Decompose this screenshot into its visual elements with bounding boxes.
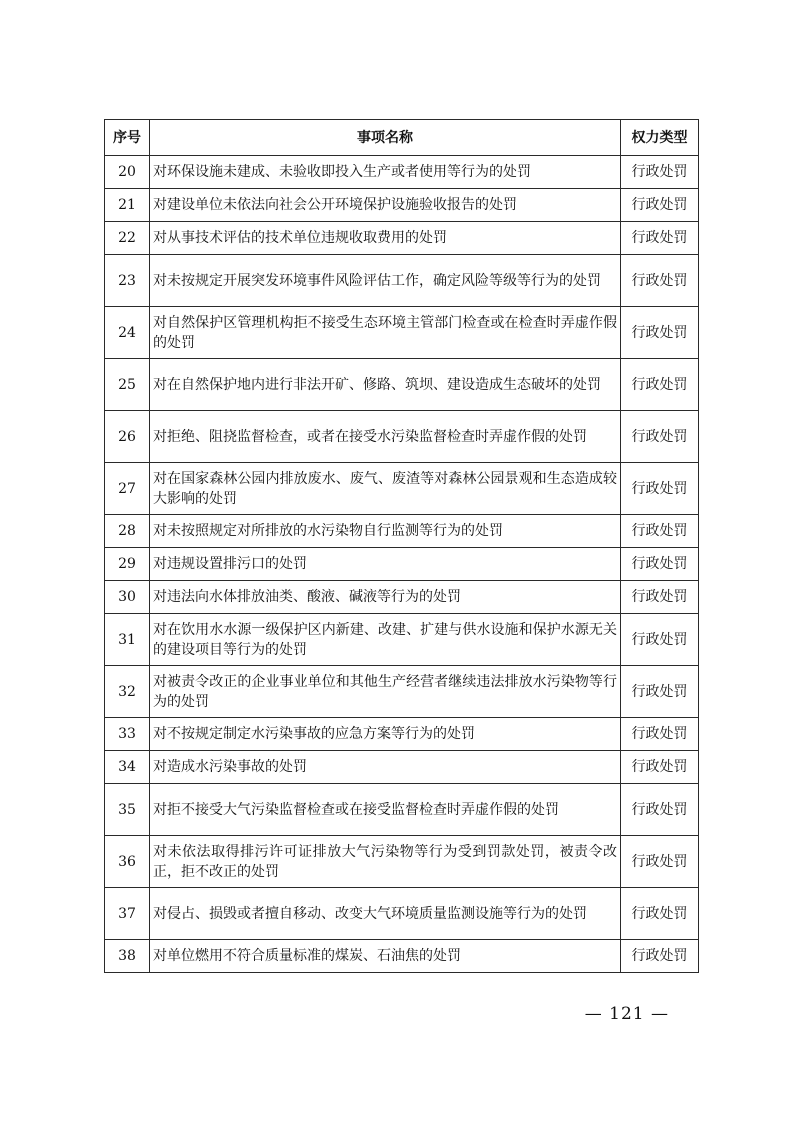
table-row bbox=[105, 463, 699, 515]
table-row bbox=[105, 614, 699, 666]
row-item-name: 对在国家森林公园内排放废水、废气、废渣等对森林公园景观和生态造成较大影响的处罚 bbox=[150, 463, 621, 515]
row-power-type: 行政处罚 bbox=[621, 751, 699, 784]
row-item-name: 对从事技术评估的技术单位违规收取费用的处罚 bbox=[150, 222, 621, 255]
row-item-name: 对在饮用水水源一级保护区内新建、改建、扩建与供水设施和保护水源无关的建设项目等行为的处罚 bbox=[150, 614, 621, 666]
row-item-name: 对未依法取得排污许可证排放大气污染物等行为受到罚款处罚，被责令改正，拒不改正的处罚 bbox=[150, 836, 621, 888]
row-serial-number: 34 bbox=[105, 751, 150, 784]
table-row bbox=[105, 666, 699, 718]
row-item-name: 对拒绝、阻挠监督检查，或者在接受水污染监督检查时弄虚作假的处罚 bbox=[150, 411, 621, 463]
row-power-type: 行政处罚 bbox=[621, 307, 699, 359]
row-power-type: 行政处罚 bbox=[621, 189, 699, 222]
row-power-type: 行政处罚 bbox=[621, 515, 699, 548]
page-number: — 121 — bbox=[584, 1004, 669, 1024]
table-row bbox=[105, 156, 699, 189]
row-item-name: 对在自然保护地内进行非法开矿、修路、筑坝、建设造成生态破坏的处罚 bbox=[150, 359, 621, 411]
row-serial-number: 29 bbox=[105, 548, 150, 581]
row-serial-number: 32 bbox=[105, 666, 150, 718]
table-row bbox=[105, 411, 699, 463]
row-serial-number: 21 bbox=[105, 189, 150, 222]
row-power-type: 行政处罚 bbox=[621, 718, 699, 751]
table-row bbox=[105, 222, 699, 255]
row-serial-number: 35 bbox=[105, 784, 150, 836]
table-row bbox=[105, 515, 699, 548]
header-power-type: 权力类型 bbox=[621, 120, 699, 156]
row-power-type: 行政处罚 bbox=[621, 359, 699, 411]
row-power-type: 行政处罚 bbox=[621, 836, 699, 888]
row-serial-number: 22 bbox=[105, 222, 150, 255]
table-row bbox=[105, 548, 699, 581]
row-power-type: 行政处罚 bbox=[621, 666, 699, 718]
row-serial-number: 20 bbox=[105, 156, 150, 189]
table-row bbox=[105, 581, 699, 614]
row-item-name: 对自然保护区管理机构拒不接受生态环境主管部门检查或在检查时弄虚作假的处罚 bbox=[150, 307, 621, 359]
row-power-type: 行政处罚 bbox=[621, 784, 699, 836]
row-serial-number: 28 bbox=[105, 515, 150, 548]
header-item-name: 事项名称 bbox=[150, 120, 621, 156]
row-power-type: 行政处罚 bbox=[621, 156, 699, 189]
row-serial-number: 36 bbox=[105, 836, 150, 888]
table-row bbox=[105, 189, 699, 222]
table-header-row bbox=[105, 120, 699, 156]
row-power-type: 行政处罚 bbox=[621, 255, 699, 307]
row-item-name: 对被责令改正的企业事业单位和其他生产经营者继续违法排放水污染物等行为的处罚 bbox=[150, 666, 621, 718]
row-serial-number: 26 bbox=[105, 411, 150, 463]
row-power-type: 行政处罚 bbox=[621, 222, 699, 255]
row-item-name: 对环保设施未建成、未验收即投入生产或者使用等行为的处罚 bbox=[150, 156, 621, 189]
row-item-name: 对不按规定制定水污染事故的应急方案等行为的处罚 bbox=[150, 718, 621, 751]
row-serial-number: 27 bbox=[105, 463, 150, 515]
power-list-table bbox=[104, 119, 699, 973]
row-serial-number: 24 bbox=[105, 307, 150, 359]
row-serial-number: 37 bbox=[105, 888, 150, 940]
row-power-type: 行政处罚 bbox=[621, 463, 699, 515]
row-serial-number: 30 bbox=[105, 581, 150, 614]
row-item-name: 对侵占、损毁或者擅自移动、改变大气环境质量监测设施等行为的处罚 bbox=[150, 888, 621, 940]
row-item-name: 对单位燃用不符合质量标准的煤炭、石油焦的处罚 bbox=[150, 940, 621, 973]
row-serial-number: 31 bbox=[105, 614, 150, 666]
row-power-type: 行政处罚 bbox=[621, 614, 699, 666]
row-power-type: 行政处罚 bbox=[621, 888, 699, 940]
table-row bbox=[105, 784, 699, 836]
row-item-name: 对建设单位未依法向社会公开环境保护设施验收报告的处罚 bbox=[150, 189, 621, 222]
row-item-name: 对违法向水体排放油类、酸液、碱液等行为的处罚 bbox=[150, 581, 621, 614]
table-row bbox=[105, 255, 699, 307]
row-serial-number: 25 bbox=[105, 359, 150, 411]
table-row bbox=[105, 888, 699, 940]
row-power-type: 行政处罚 bbox=[621, 940, 699, 973]
row-power-type: 行政处罚 bbox=[621, 548, 699, 581]
row-item-name: 对违规设置排污口的处罚 bbox=[150, 548, 621, 581]
table-row bbox=[105, 718, 699, 751]
row-serial-number: 38 bbox=[105, 940, 150, 973]
table-row bbox=[105, 836, 699, 888]
row-serial-number: 23 bbox=[105, 255, 150, 307]
row-serial-number: 33 bbox=[105, 718, 150, 751]
table-row bbox=[105, 751, 699, 784]
row-item-name: 对造成水污染事故的处罚 bbox=[150, 751, 621, 784]
table-row bbox=[105, 359, 699, 411]
row-item-name: 对未按规定开展突发环境事件风险评估工作，确定风险等级等行为的处罚 bbox=[150, 255, 621, 307]
row-item-name: 对拒不接受大气污染监督检查或在接受监督检查时弄虚作假的处罚 bbox=[150, 784, 621, 836]
row-item-name: 对未按照规定对所排放的水污染物自行监测等行为的处罚 bbox=[150, 515, 621, 548]
table-row bbox=[105, 940, 699, 973]
row-power-type: 行政处罚 bbox=[621, 411, 699, 463]
table-row bbox=[105, 307, 699, 359]
row-power-type: 行政处罚 bbox=[621, 581, 699, 614]
header-serial-number: 序号 bbox=[105, 120, 150, 156]
